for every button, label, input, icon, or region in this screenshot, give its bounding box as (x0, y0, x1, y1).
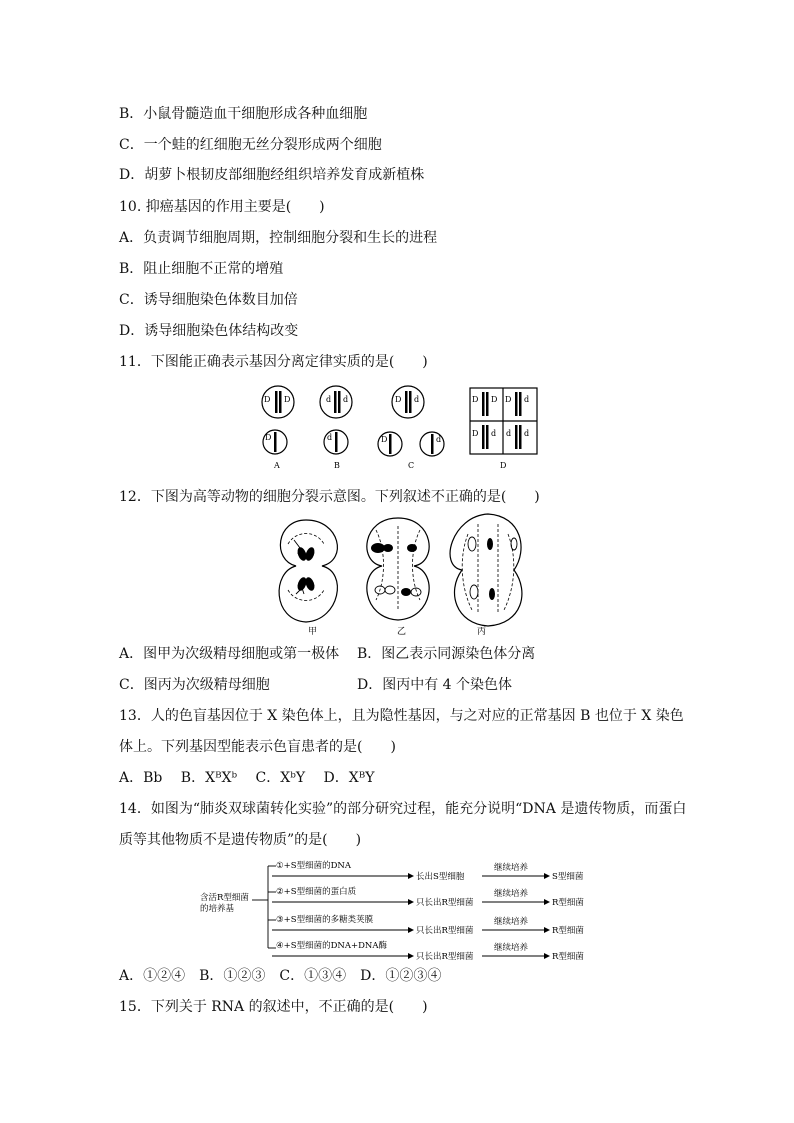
fig14-treat-4: ④+S型细菌的DNA+DNA酶 (276, 941, 387, 951)
svg-text:D: D (505, 395, 512, 404)
fig14-result-1: 长出S型细胞 (416, 872, 465, 882)
fig11-label-b: B (334, 461, 340, 470)
q14-options: A．①②④ B．①②③ C．①③④ D．①②③④ (119, 968, 442, 984)
question-14-line2: 质等其他物质不是遗传物质”的是( ) (119, 832, 362, 848)
fig14-culture-2: 继续培养 (494, 889, 529, 899)
fig14-result-4: 只长出R型细菌 (416, 952, 474, 960)
svg-text:D: D (395, 395, 402, 404)
fig11-label-a: A (274, 461, 280, 470)
q10-option-b: B．阻止细胞不正常的增殖 (119, 261, 284, 277)
question-13-line2: 体上。下列基因型能表示色盲患者的是( ) (119, 739, 396, 755)
fig14-source-line2: 的培养基 (200, 904, 235, 914)
fig14-treat-1: ①+S型细菌的DNA (276, 861, 351, 871)
svg-text:d: d (524, 429, 530, 438)
fig12-label-jia: 甲 (308, 627, 318, 637)
svg-text:D: D (381, 435, 388, 444)
fig14-final-4: R型细菌 (552, 952, 584, 960)
fig14-treat-3: ③+S型细菌的多糖类荚膜 (276, 915, 374, 925)
question-15: 15．下列关于 RNA 的叙述中，不正确的是( ) (119, 999, 428, 1015)
option-c-prev: C．一个蛙的红细胞无丝分裂形成两个细胞 (119, 137, 382, 153)
question-14-line1: 14．如图为“肺炎双球菌转化实验”的部分研究过程，能充分说明“DNA 是遗传物质，而蛋白 (119, 801, 687, 817)
svg-text:D: D (472, 429, 479, 438)
question-12: 12．下图为高等动物的细胞分裂示意图。下列叙述不正确的是( ) (119, 489, 540, 505)
q12-option-a: A．图甲为次级精母细胞或第一极体 (119, 646, 340, 662)
figure-14-transformation-experiment (196, 856, 600, 960)
q10-option-d: D．诱导细胞染色体结构改变 (119, 323, 299, 339)
q10-option-c: C．诱导细胞染色体数目加倍 (119, 292, 298, 308)
question-13-line1: 13．人的色盲基因位于 X 染色体上，且为隐性基因，与之对应的正常基因 B 也位于 X 染色 (119, 708, 684, 724)
fig11-label-c: C (408, 461, 415, 470)
svg-text:d: d (506, 429, 512, 438)
svg-text:D: D (264, 395, 271, 404)
fig11-label-d: D (500, 461, 507, 470)
figure-11-gene-separation (250, 378, 550, 472)
svg-text:d: d (491, 429, 497, 438)
svg-text:d: d (414, 395, 420, 404)
svg-text:d: d (524, 395, 530, 404)
svg-text:d: d (326, 395, 332, 404)
fig14-final-1: S型细菌 (552, 872, 584, 882)
fig14-culture-1: 继续培养 (494, 863, 529, 873)
q12-option-b: B．图乙表示同源染色体分离 (357, 646, 536, 662)
q12-option-c: C．图丙为次级精母细胞 (119, 677, 270, 693)
q12-option-d: D．图丙中有 4 个染色体 (357, 677, 513, 693)
svg-text:d: d (327, 433, 333, 442)
fig14-source-line1: 含活R型细菌 (200, 893, 249, 903)
svg-text:d: d (436, 435, 442, 444)
fig12-label-yi: 乙 (397, 627, 407, 637)
fig12-label-bing: 丙 (477, 627, 487, 637)
option-b-prev: B．小鼠骨髓造血干细胞形成各种血细胞 (119, 106, 368, 122)
svg-text:D: D (284, 395, 291, 404)
svg-text:D: D (472, 395, 479, 404)
fig14-final-2: R型细菌 (552, 898, 584, 908)
fig14-treat-2: ②+S型细菌的蛋白质 (276, 887, 357, 897)
fig14-final-3: R型细菌 (552, 926, 584, 936)
option-d-prev: D．胡萝卜根韧皮部细胞经组织培养发育成新植株 (119, 167, 425, 183)
fig14-result-2: 只长出R型细菌 (416, 898, 474, 908)
question-11: 11．下图能正确表示基因分离定律实质的是( ) (119, 354, 428, 370)
q13-options: A．Bb B．XᴮXᵇ C．XᵇY D．XᴮY (119, 770, 375, 786)
svg-text:D: D (265, 433, 272, 442)
svg-text:D: D (491, 395, 498, 404)
fig14-culture-4: 继续培养 (494, 943, 529, 953)
question-10: 10. 抑癌基因的作用主要是( ) (119, 199, 325, 215)
svg-text:d: d (343, 395, 349, 404)
fig14-culture-3: 继续培养 (494, 917, 529, 927)
figure-12-cell-division (266, 510, 538, 638)
fig14-result-3: 只长出R型细菌 (416, 926, 474, 936)
q10-option-a: A．负责调节细胞周期，控制细胞分裂和生长的进程 (119, 230, 438, 246)
